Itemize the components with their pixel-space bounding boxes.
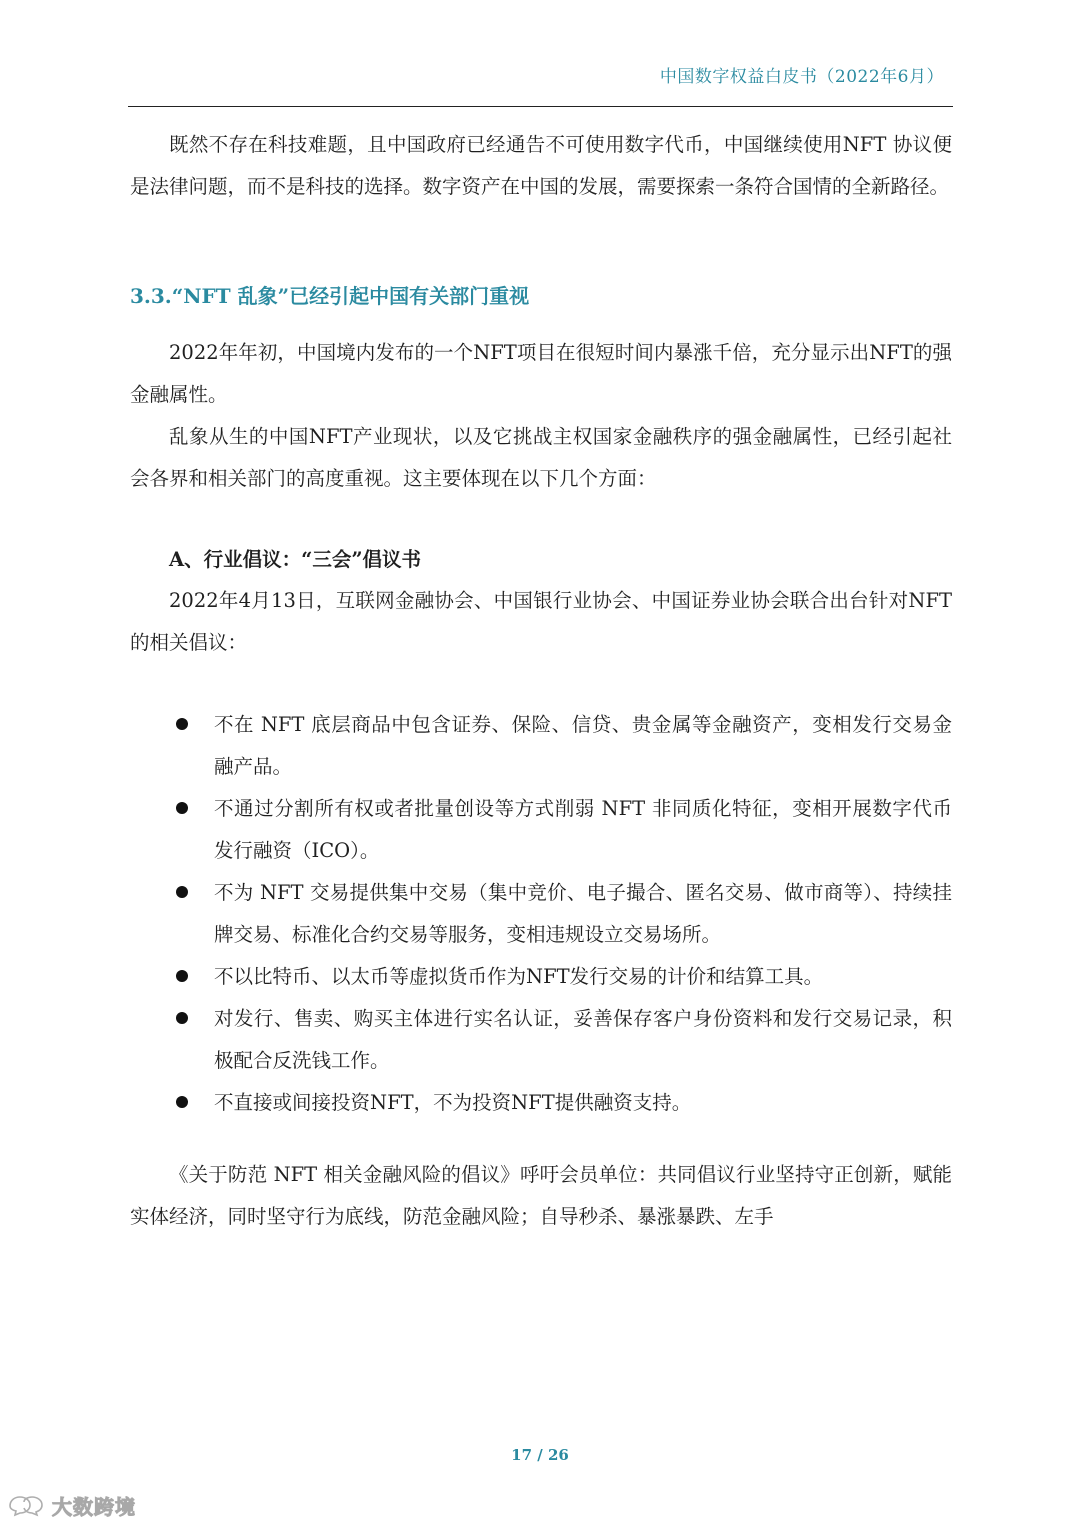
list-item: [130, 956, 952, 998]
list-item-text: 不以比特币、以太币等虚拟货币作为NFT发行交易的计价和结算工具。: [214, 965, 824, 988]
list-item: [130, 872, 952, 956]
watermark: [6, 1491, 136, 1520]
initiative-bullet-list: [130, 704, 952, 1124]
page-content: [130, 124, 952, 1238]
list-item: [130, 1082, 952, 1124]
bullet-dot-icon: [176, 802, 188, 814]
list-item-text: 不通过分割所有权或者批量创设等方式削弱 NFT 非同质化特征，变相开展数字代币发行融资（ICO）。: [214, 797, 952, 862]
paragraph-nft-surge: 2022年年初，中国境内发布的一个NFT项目在很短时间内暴涨千倍，充分显示出NFT的强金融属性。: [130, 341, 952, 406]
paragraph-initiative-call: 《关于防范 NFT 相关金融风险的倡议》呼吁会员单位：共同倡议行业坚持守正创新，赋能实体经济，同时坚守行为底线，防范金融风险；自导秒杀、暴涨暴跌、左手: [130, 1163, 952, 1228]
section-heading: 3.3.“NFT 乱象”已经引起中国有关部门重视: [130, 284, 530, 308]
list-item: [130, 998, 952, 1082]
bullet-dot-icon: [176, 886, 188, 898]
list-item: [130, 704, 952, 788]
paragraph-industry-status: 乱象从生的中国NFT产业现状，以及它挑战主权国家金融秩序的强金融属性，已经引起社会各界和相关部门的高度重视。这主要体现在以下几个方面：: [130, 425, 952, 490]
list-item-text: 不在 NFT 底层商品中包含证券、保险、信贷、贵金属等金融资产，变相发行交易金融产品。: [214, 713, 952, 778]
paragraph-intro: 既然不存在科技难题，且中国政府已经通告不可使用数字代币，中国继续使用NFT 协议便是法律问题，而不是科技的选择。数字资产在中国的发展，需要探索一条符合国情的全新路径。: [130, 133, 952, 198]
header-divider: [128, 106, 953, 107]
bullet-dot-icon: [176, 718, 188, 730]
bullet-dot-icon: [176, 970, 188, 982]
sub-heading-initiative: A、行业倡议：“三会”倡议书: [169, 548, 422, 571]
chat-bubble-logo-icon: [6, 1494, 46, 1518]
list-item-text: 对发行、售卖、购买主体进行实名认证，妥善保存客户身份资料和发行交易记录，积极配合反洗钱工作。: [214, 1007, 952, 1072]
document-header-title: 中国数字权益白皮书（2022年6月）: [659, 67, 944, 87]
paragraph-initiative-intro: 2022年4月13日，互联网金融协会、中国银行业协会、中国证券业协会联合出台针对NFT的相关倡议：: [130, 589, 952, 654]
bullet-dot-icon: [176, 1012, 188, 1024]
bullet-dot-icon: [176, 1096, 188, 1108]
watermark-text: 大数跨境: [52, 1495, 136, 1519]
list-item: [130, 788, 952, 872]
page-number: 17 / 26: [511, 1446, 569, 1464]
list-item-text: 不为 NFT 交易提供集中交易（集中竞价、电子撮合、匿名交易、做市商等）、持续挂牌交易、标准化合约交易等服务，变相违规设立交易场所。: [214, 881, 952, 946]
list-item-text: 不直接或间接投资NFT，不为投资NFT提供融资支持。: [214, 1091, 692, 1114]
